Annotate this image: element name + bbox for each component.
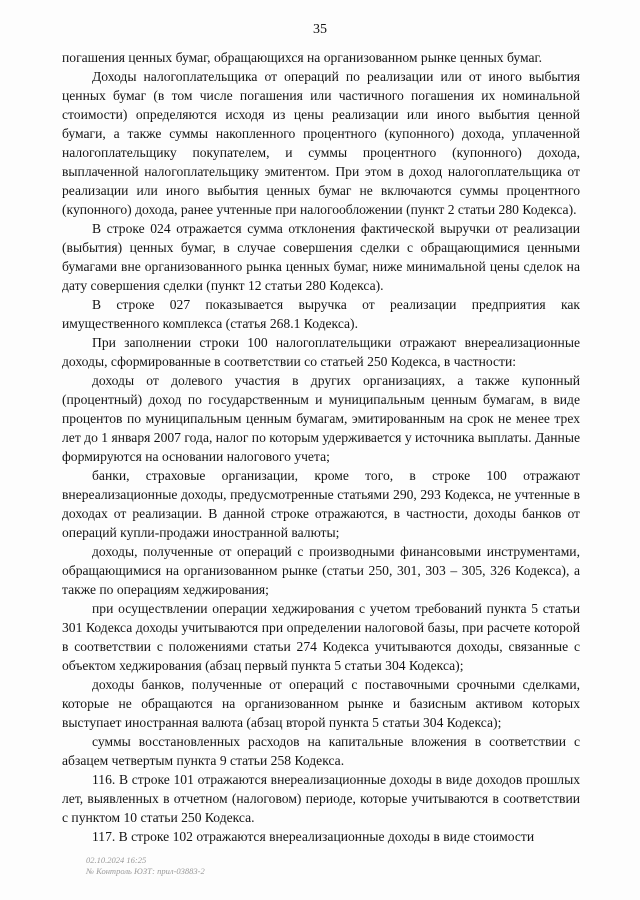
paragraph: доходы, полученные от операций с производными финансовыми инструментами, обращающимися на организованном рынке (статьи 250, 301, 303 – 305, 326 Кодекса), а также по операциям хеджирования; [62, 544, 580, 597]
paragraph: суммы восстановленных расходов на капитальные вложения в соответствии с абзацем четвертым пункта 9 статьи 258 Кодекса. [62, 734, 580, 768]
page-number: 35 [313, 22, 327, 37]
paragraph: доходы банков, полученные от операций с поставочными срочными сделками, которые не обращаются на организованном рынке и базисным активом которых выступает иностранная валюта (абзац второй пункта 5 статьи 304 Кодекса); [62, 677, 580, 730]
paragraph: 117. В строке 102 отражаются внереализационные доходы в виде стоимости [92, 829, 535, 844]
paragraph: В строке 027 показывается выручка от реализации предприятия как имущественного комплекса (статья 268.1 Кодекса). [62, 297, 580, 331]
paragraph: При заполнении строки 100 налогоплательщики отражают внереализационные доходы, сформированные в соответствии со статьей 250 Кодекса, в частности: [62, 335, 580, 369]
stamp-reference: № Контроль ЮЗТ: прил-03883-2 [86, 866, 205, 876]
paragraph: погашения ценных бумаг, обращающихся на организованном рынке ценных бумаг. [62, 50, 542, 65]
paragraph: банки, страховые организации, кроме того, в строке 100 отражают внереализационные доходы, предусмотренные статьями 290, 293 Кодекса, не учтенные в доходах от реализации. В данной строке отражаются, в частности, доходы банков от операций купли-продажи иностранной валюты; [62, 468, 580, 540]
stamp-date: 02.10.2024 16:25 [86, 855, 147, 865]
registration-stamp [86, 855, 205, 877]
paragraph: при осуществлении операции хеджирования с учетом требований пункта 5 статьи 301 Кодекса доходы учитываются при определении налоговой базы, при расчете которой в соответствии с положениями статьи 274 Кодекса учитываются доходы, связанные с объектом хеджирования (абзац первый пункта 5 статьи 304 Кодекса); [62, 601, 580, 673]
document-body [62, 48, 580, 846]
paragraph: 116. В строке 101 отражаются внереализационные доходы в виде доходов прошлых лет, выявленных в отчетном (налоговом) периоде, которые учитываются в соответствии с пунктом 10 статьи 250 Кодекса. [62, 772, 580, 825]
paragraph: доходы от долевого участия в других организациях, а также купонный (процентный) доход по государственным и муниципальным ценным бумагам, в виде процентов по муниципальным ценным бумагам, эмитированным на срок не менее трех лет до 1 января 2007 года, налог по которым удерживается у источника выплаты. Данные формируются на основании налогового учета; [62, 373, 580, 464]
paragraph: Доходы налогоплательщика от операций по реализации или от иного выбытия ценных бумаг (в том числе погашения или частичного погашения их номинальной стоимости) определяются исходя из цены реализации или иного выбытия ценной бумаги, а также суммы накопленного процентного (купонного) дохода, уплаченной налогоплательщику покупателем, и суммы процентного (купонного) дохода, выплаченной налогоплательщику эмитентом. При этом в доход налогоплательщика от реализации или иного выбытия ценных бумаг не включаются суммы процентного (купонного) дохода, ранее учтенные при налогообложении (пункт 2 статьи 280 Кодекса). [62, 69, 580, 217]
paragraph: В строке 024 отражается сумма отклонения фактической выручки от реализации (выбытия) ценных бумаг, в случае совершения сделки с обращающимися ценными бумагами вне организованного рынка ценных бумаг, ниже минимальной цены сделок на дату совершения сделки (пункт 12 статьи 280 Кодекса). [62, 221, 580, 293]
